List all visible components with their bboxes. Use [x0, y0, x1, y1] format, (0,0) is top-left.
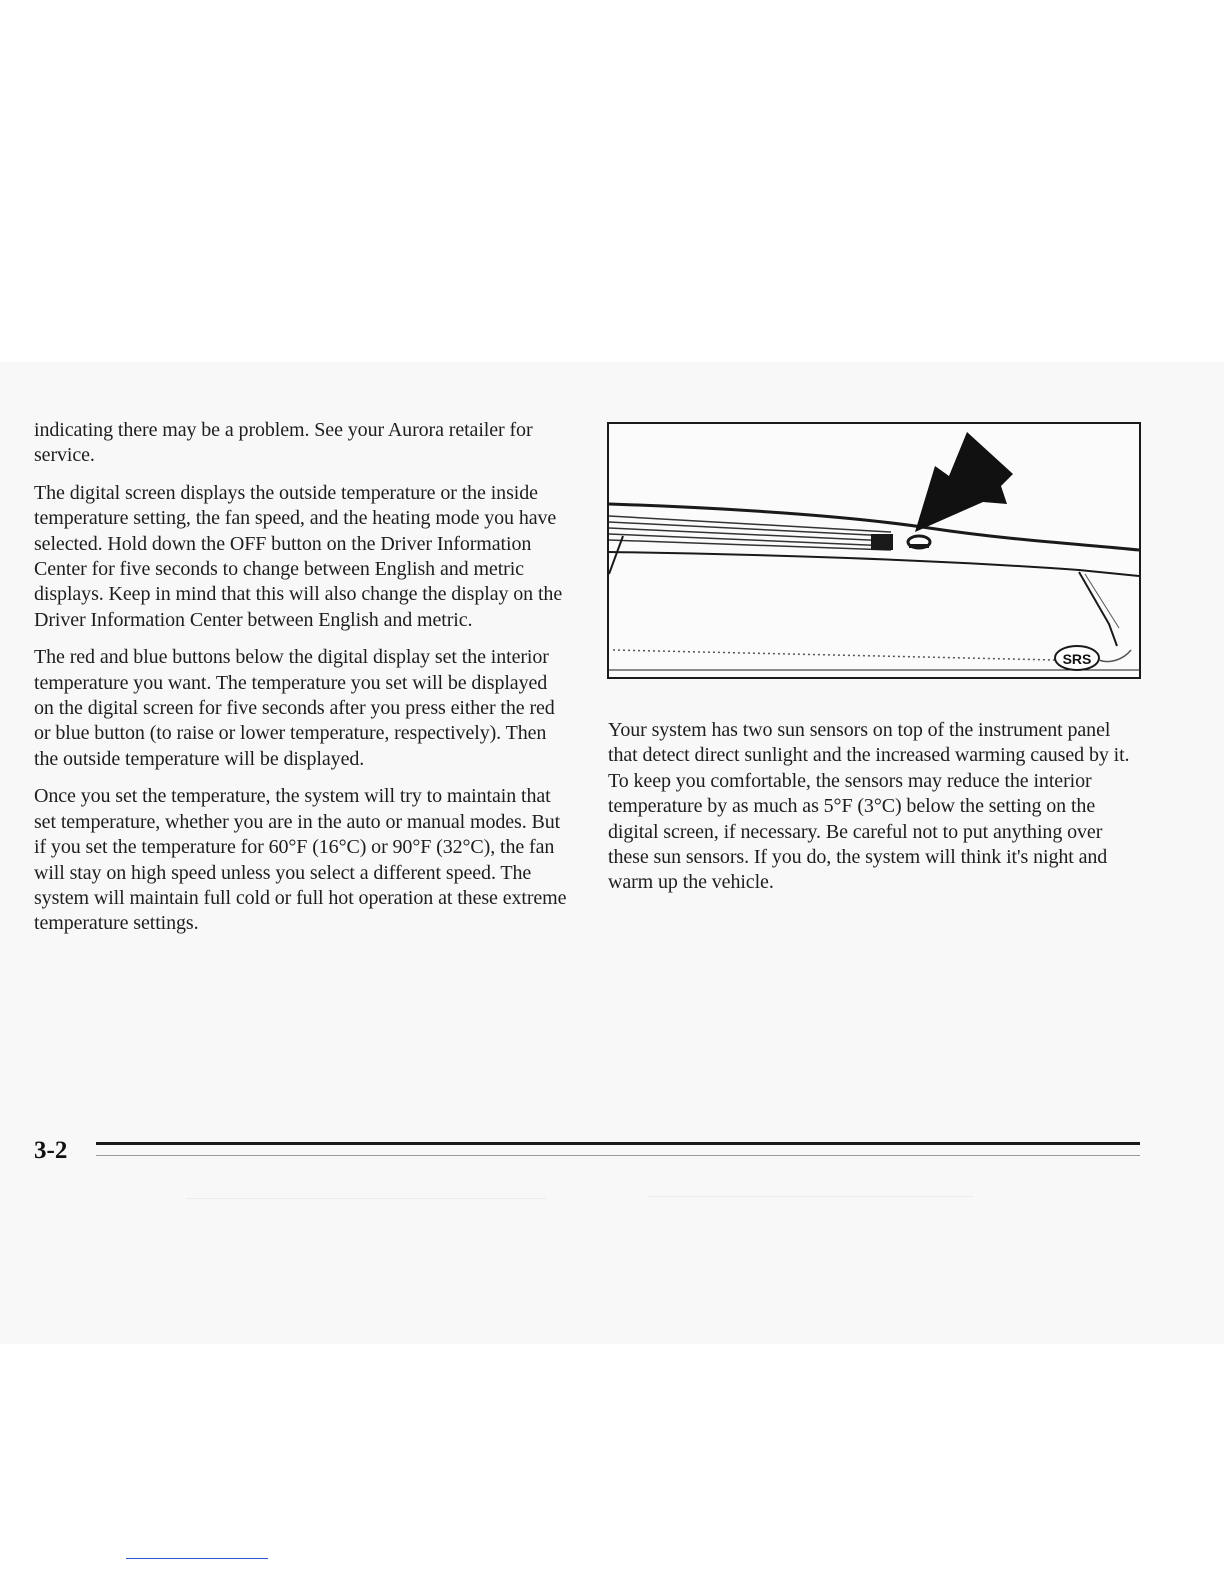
- sun-sensor-icon: [908, 536, 930, 548]
- left-column: [34, 418, 569, 949]
- sun-sensor-figure: [607, 422, 1141, 679]
- paragraph-red-blue-buttons: The red and blue buttons below the digital display set the interior temperature you want. The temperature you set will be displayed on the digital screen for five seconds after you press either the red or blue button (to raise or lower temperature, respectively). Then the outside temperature will be displayed.: [34, 646, 555, 770]
- right-column: [608, 718, 1138, 908]
- paragraph-set-temperature: Once you set the temperature, the system will try to maintain that set temperature, whether you are in the auto or manual modes. But if you set the temperature for 60°F (16°C) or 90°F (32°C), the fan will stay on high speed unless you select a different speed. The system will maintain full cold or full hot operation at these extreme temperature settings.: [34, 785, 567, 935]
- faint-divider-left: [186, 1198, 546, 1199]
- sun-sensor-illustration: [609, 424, 1139, 677]
- paragraph-sun-sensors: Your system has two sun sensors on top of the instrument panel that detect direct sunlight and the increased warming caused by it. To keep you comfortable, the sensors may reduce the interior temperature by as much as 5°F (3°C) below the setting on the digital screen, if necessary. Be careful not to put anything over these sun sensors. If you do, the system will think it's night and warm up the vehicle.: [608, 719, 1130, 894]
- footer-rule-secondary: [96, 1155, 1140, 1156]
- footer-rule: [96, 1142, 1140, 1145]
- page-number: 3-2: [34, 1137, 68, 1164]
- arrow-icon: [915, 432, 1013, 532]
- srs-badge: [1055, 646, 1099, 670]
- paragraph-service: indicating there may be a problem. See your Aurora retailer for service.: [34, 419, 533, 467]
- faint-divider-right: [648, 1196, 974, 1197]
- srs-badge-label: SRS: [1062, 651, 1092, 667]
- bottom-underline: [126, 1558, 268, 1559]
- paragraph-digital-screen: The digital screen displays the outside temperature or the inside temperature setting, the fan speed, and the heating mode you have selected. Hold down the OFF button on the Driver Information Center for five seconds to change between English and metric displays. Keep in mind that this will also change the display on the Driver Information Center between English and metric.: [34, 481, 563, 631]
